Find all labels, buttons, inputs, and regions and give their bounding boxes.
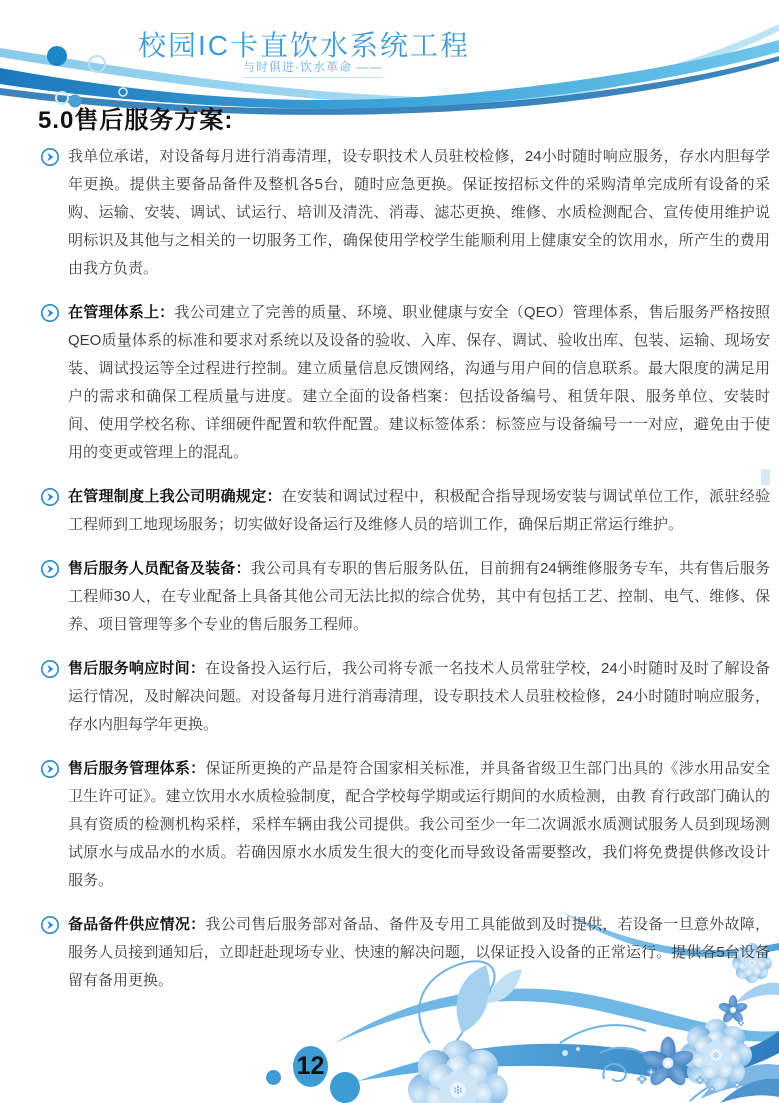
bullet-lead: 售后服务管理体系： <box>68 760 206 777</box>
bullet-paragraph <box>68 911 770 995</box>
service-bullet <box>40 555 770 639</box>
page-title: 校园IC卡直饮水系统工程 <box>138 30 471 61</box>
bullet-paragraph <box>68 655 770 739</box>
bullet-lead: 售后服务人员配备及装备： <box>68 560 251 577</box>
arrow-circle-icon <box>40 915 60 940</box>
bullet-body: 我公司具有专职的售后服务队伍，目前拥有24辆维修服务专车，共有售后服务工程师30人，在专业配备上具备其他公司无法比拟的综合优势，其中有包括工艺、控制、电气、维修、保养、项目管理等多个专业的售后服务工程师。 <box>68 560 770 633</box>
arrow-circle-icon <box>40 559 60 584</box>
bullet-paragraph <box>68 755 770 895</box>
bullet-body: 我公司售后服务部对备品、备件及专用工具能做到及时提供，若设备一旦意外故障，服务人员接到通知后，立即赶赴现场专业、快速的解决问题，以保证投入设备的正常运行。提供各5台设备留有备用更换。 <box>68 916 770 989</box>
bullet-body: 保证所更换的产品是符合国家相关标准，并具备省级卫生部门出具的《涉水用品安全卫生许可证》。建立饮用水水质检验制度，配合学校每学期或运行期间的水质检测，由教 育行政部门确认的具有资质的检测机构采样，采样车辆由我公司提供。我公司至少一年二次调派水质测试服务人员到现场测试原水与成品水的水质。若确因原水水质发生很大的变化而导致设备需要整改，我们将免费提供修改设计服务。 <box>68 760 770 889</box>
arrow-circle-icon <box>40 659 60 684</box>
arrow-circle-icon <box>40 147 60 172</box>
service-bullet <box>40 299 770 467</box>
bullet-body: 我公司建立了完善的质量、环境、职业健康与安全（QEO）管理体系，售后服务严格按照QEO质量体系的标准和要求对系统以及设备的验收、入库、保存、调试、验收出库、包装、运输、现场安装、调试投运等全过程进行控制。建立质量信息反馈网络，沟通与用户间的信息联系。最大限度的满足用户的需求和确保工程质量与进度。建立全面的设备档案：包括设备编号、租赁年限、服务单位、安装时间、使用学校名称、详细硬件配置和软件配置。建议标签体系：标签应与设备编号一一对应，避免由于使用的变更或管理上的混乱。 <box>68 304 771 461</box>
bullet-lead: 在管理制度上我公司明确规定： <box>68 488 282 505</box>
bullet-lead: 备品备件供应情况： <box>68 916 206 933</box>
main-content <box>0 100 779 1011</box>
bullet-body: 在设备投入运行后，我公司将专派一名技术人员常驻学校，24小时随时及时了解设备运行情况，及时解决问题。对设备每月进行消毒清理，设专职技术人员驻校检修，24小时随时响应服务，存水内胆每学年更换。 <box>68 660 770 733</box>
section-heading: 5.0售后服务方案: <box>38 107 234 134</box>
service-bullet <box>40 143 770 283</box>
bullet-paragraph <box>68 299 770 467</box>
service-bullet <box>40 655 770 739</box>
bullet-lead: 在管理体系上： <box>68 304 175 321</box>
arrow-circle-icon <box>40 303 60 328</box>
bullet-paragraph <box>68 483 770 539</box>
service-bullet <box>40 483 770 539</box>
arrow-circle-icon <box>40 759 60 784</box>
service-bullet <box>40 911 770 995</box>
bullet-lead: 售后服务响应时间： <box>68 660 206 677</box>
page-number: 12 <box>296 1052 325 1080</box>
bullet-paragraph <box>68 143 770 283</box>
bullet-body: 我单位承诺，对设备每月进行消毒清理，设专职技术人员驻校检修，24小时随时响应服务，存水内胆每学年更换。提供主要备品备件及整机各5台，随时应急更换。保证按招标文件的采购清单完成所有设备的采购、运输、安装、调试、试运行、培训及清洗、消毒、滤芯更换、维修、水质检测配合、宣传使用维护说明标识及其他与之相关的一切服务工作，确保使用学校学生能顺利用上健康安全的饮用水，所产生的费用由我方负责。 <box>68 148 770 277</box>
arrow-circle-icon <box>40 487 60 512</box>
bullet-body: 在安装和调试过程中，积极配合指导现场安装与调试单位工作，派驻经验工程师到工地现场服务；切实做好设备运行及维修人员的培训工作，确保后期正常运行维护。 <box>68 488 770 533</box>
bubble-dot <box>47 46 67 66</box>
page-subtitle: 与时俱进·饮水革命 —— <box>243 58 382 78</box>
service-bullet <box>40 755 770 895</box>
bullet-paragraph <box>68 555 770 639</box>
